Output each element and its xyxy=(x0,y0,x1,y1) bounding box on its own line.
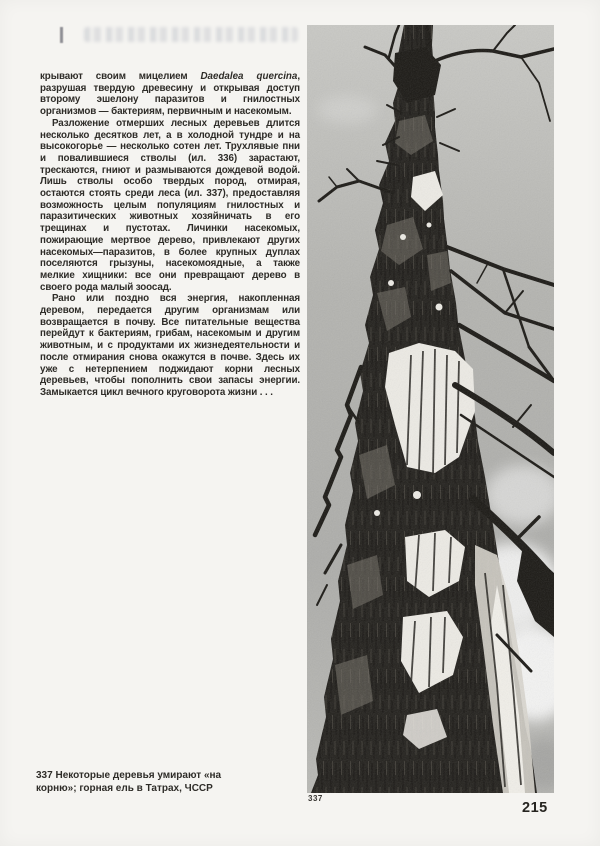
figure-caption-text: Некоторые деревья умирают «на корню»; горная ель в Татрах, ЧССР xyxy=(36,770,222,794)
figure-caption xyxy=(36,769,241,795)
paragraph-1 xyxy=(40,71,300,118)
figure-number-label: 337 xyxy=(308,794,323,803)
body-text-column xyxy=(40,71,300,399)
paragraph-3: Рано или поздно вся энергия, накопленная деревом, передается другим организмам или возвращается в почву. Все питательные вещества перейдут к бактериям, грибам, насекомым и другим животным, и с продуктами их жизнедеятельности и после отмирания снова окажутся в почве. Здесь их уже с нетерпением поджидают корни лесных деревьев, чтобы пополнить свои запасы энергии. Замыкается цикл вечного круговорота жизни . . . xyxy=(40,293,300,398)
paragraph-1-pre: крывают своим мицелием xyxy=(40,71,201,82)
figure-caption-number: 337 xyxy=(36,770,53,781)
show-through-text xyxy=(84,27,298,42)
dead-tree-photo xyxy=(307,25,554,793)
paragraph-2: Разложение отмерших лесных деревьев длится несколько десятков лет, а в холодной тундре и на высокогорье — несколько сотен лет. Трухлявые пни и повалившиеся стволы (ил. 336) зарастают, трескаются, гниют и размываются дождевой водой. Лишь стволы особо твердых пород, отмирая, остаются стоять среди леса (ил. 337), предоставляя возможность целым популяциям гнилостных и паразитических животных хозяйничать в его трещинах и пустотах. Личинки насекомых, пожирающие мертвое дерево, привлекают других насекомых—паразитов, в более крупных дуплах поселяются грызуны, насекомоядные, а также мелкие хищники: все они превращают дерево в своего рода малый зоосад. xyxy=(40,117,300,293)
paragraph-1-post: , разрушая твердую древесину и открывая доступ второму эшелону паразитов и гнилостных организмов — бактериям, первичным и насекомым. xyxy=(40,71,300,118)
latin-species-name: Daedalea quercina xyxy=(200,71,298,82)
scan-artifact xyxy=(60,27,63,43)
page-number: 215 xyxy=(522,800,548,816)
dead-spruce-illustration xyxy=(307,25,554,793)
photo-grain xyxy=(307,25,554,793)
